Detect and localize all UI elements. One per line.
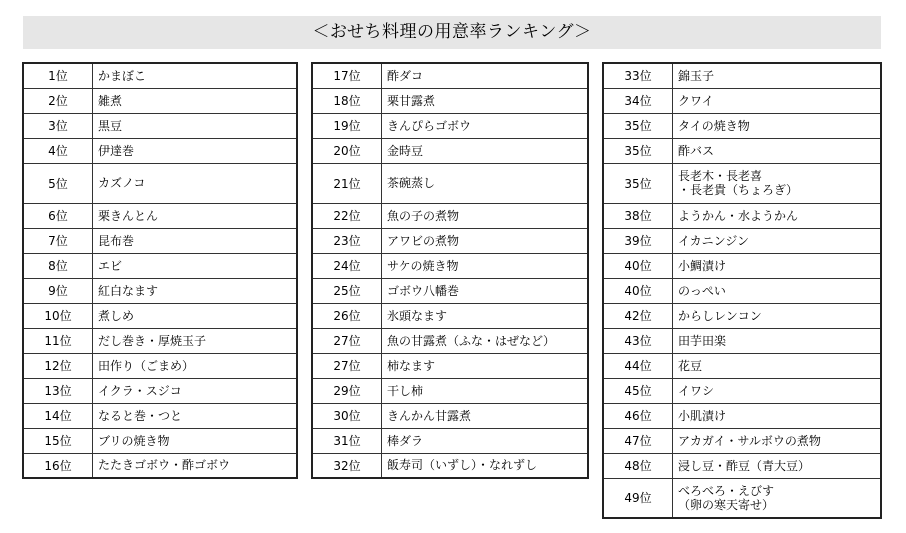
table-row bbox=[312, 453, 588, 478]
page-title: ＜おせち料理の用意率ランキング＞ bbox=[312, 22, 592, 42]
dish-line-1: べろべろ・えびす bbox=[678, 483, 775, 498]
dish-cell: イワシ bbox=[673, 378, 882, 403]
rank-cell: 22位 bbox=[312, 203, 382, 228]
dish-cell: 飯寿司（いずし）・なれずし bbox=[382, 453, 589, 478]
rank-cell: 39位 bbox=[603, 228, 673, 253]
table-row bbox=[23, 203, 297, 228]
rank-cell: 24位 bbox=[312, 253, 382, 278]
dish-cell: 栗きんとん bbox=[93, 203, 298, 228]
table-row bbox=[23, 453, 297, 478]
table-row bbox=[23, 353, 297, 378]
dish-cell: 茶碗蒸し bbox=[382, 163, 589, 203]
dish-cell: 棒ダラ bbox=[382, 428, 589, 453]
rank-cell: 15位 bbox=[23, 428, 93, 453]
table-row bbox=[312, 378, 588, 403]
dish-cell: アカガイ・サルボウの煮物 bbox=[673, 428, 882, 453]
dish-cell: 田作り（ごまめ） bbox=[93, 353, 298, 378]
rank-cell: 40位 bbox=[603, 253, 673, 278]
dish-cell: 雑煮 bbox=[93, 88, 298, 113]
table-row bbox=[312, 303, 588, 328]
rank-cell: 49位 bbox=[603, 478, 673, 518]
rank-cell: 12位 bbox=[23, 353, 93, 378]
dish-cell: 小肌漬け bbox=[673, 403, 882, 428]
table-row bbox=[312, 203, 588, 228]
rank-cell: 35位 bbox=[603, 163, 673, 203]
table-row bbox=[23, 138, 297, 163]
table-row bbox=[23, 253, 297, 278]
dish-cell: 浸し豆・酢豆（青大豆） bbox=[673, 453, 882, 478]
rank-cell: 44位 bbox=[603, 353, 673, 378]
table-row bbox=[23, 303, 297, 328]
dish-cell: たたきゴボウ・酢ゴボウ bbox=[93, 453, 298, 478]
rank-cell: 4位 bbox=[23, 138, 93, 163]
rank-cell: 38位 bbox=[603, 203, 673, 228]
dish-cell bbox=[673, 478, 882, 518]
table-row bbox=[603, 203, 881, 228]
dish-cell: 田芋田楽 bbox=[673, 328, 882, 353]
rank-cell: 33位 bbox=[603, 63, 673, 88]
table-row bbox=[312, 113, 588, 138]
table-row bbox=[603, 428, 881, 453]
table-row bbox=[603, 278, 881, 303]
dish-line-2: （卵の寒天寄せ） bbox=[678, 497, 775, 512]
dish-cell: 昆布巻 bbox=[93, 228, 298, 253]
dish-cell: アワビの煮物 bbox=[382, 228, 589, 253]
dish-cell: 魚の甘露煮（ふな・はぜなど） bbox=[382, 328, 589, 353]
rank-cell: 26位 bbox=[312, 303, 382, 328]
dish-cell: からしレンコン bbox=[673, 303, 882, 328]
dish-cell: ゴボウ八幡巻 bbox=[382, 278, 589, 303]
rank-cell: 18位 bbox=[312, 88, 382, 113]
rank-cell: 3位 bbox=[23, 113, 93, 138]
dish-cell: クワイ bbox=[673, 88, 882, 113]
table-row bbox=[312, 253, 588, 278]
rank-cell: 1位 bbox=[23, 63, 93, 88]
table-row bbox=[312, 228, 588, 253]
dish-cell: きんぴらゴボウ bbox=[382, 113, 589, 138]
table-row bbox=[23, 328, 297, 353]
rank-cell: 20位 bbox=[312, 138, 382, 163]
rank-cell: 9位 bbox=[23, 278, 93, 303]
dish-cell: 小鯛漬け bbox=[673, 253, 882, 278]
dish-cell: 紅白なます bbox=[93, 278, 298, 303]
rank-cell: 17位 bbox=[312, 63, 382, 88]
table-row bbox=[312, 353, 588, 378]
rank-cell: 35位 bbox=[603, 113, 673, 138]
dish-cell: 氷頭なます bbox=[382, 303, 589, 328]
rank-cell: 29位 bbox=[312, 378, 382, 403]
dish-cell: 干し柿 bbox=[382, 378, 589, 403]
rank-cell: 31位 bbox=[312, 428, 382, 453]
rank-cell: 16位 bbox=[23, 453, 93, 478]
table-row bbox=[312, 63, 588, 88]
table-row bbox=[603, 228, 881, 253]
dish-cell: 柿なます bbox=[382, 353, 589, 378]
rank-cell: 8位 bbox=[23, 253, 93, 278]
dish-cell: のっぺい bbox=[673, 278, 882, 303]
dish-cell: だし巻き・厚焼玉子 bbox=[93, 328, 298, 353]
dish-cell: 酢ダコ bbox=[382, 63, 589, 88]
rank-cell: 10位 bbox=[23, 303, 93, 328]
table-row bbox=[603, 328, 881, 353]
rank-cell: 30位 bbox=[312, 403, 382, 428]
rank-cell: 21位 bbox=[312, 163, 382, 203]
dish-cell: 栗甘露煮 bbox=[382, 88, 589, 113]
dish-line-1: 長老木・長老喜 bbox=[678, 169, 763, 183]
dish-cell: 伊達巻 bbox=[93, 138, 298, 163]
ranking-table-1 bbox=[22, 62, 298, 479]
rank-cell: 11位 bbox=[23, 328, 93, 353]
dish-line-2: ・長老貴（ちょろぎ） bbox=[678, 183, 799, 197]
table-row bbox=[312, 403, 588, 428]
rank-cell: 14位 bbox=[23, 403, 93, 428]
rank-cell: 45位 bbox=[603, 378, 673, 403]
table-row bbox=[603, 88, 881, 113]
rank-cell: 7位 bbox=[23, 228, 93, 253]
rank-cell: 13位 bbox=[23, 378, 93, 403]
table-row bbox=[603, 163, 881, 203]
dish-cell: ようかん・水ようかん bbox=[673, 203, 882, 228]
dish-cell: ブリの焼き物 bbox=[93, 428, 298, 453]
dish-cell: なると巻・つと bbox=[93, 403, 298, 428]
table-row bbox=[23, 378, 297, 403]
rank-cell: 19位 bbox=[312, 113, 382, 138]
table-row bbox=[312, 88, 588, 113]
dish-cell: イカニンジン bbox=[673, 228, 882, 253]
dish-cell: タイの焼き物 bbox=[673, 113, 882, 138]
table-row bbox=[312, 428, 588, 453]
dish-cell: イクラ・スジコ bbox=[93, 378, 298, 403]
rank-cell: 5位 bbox=[23, 163, 93, 203]
dish-cell: 錦玉子 bbox=[673, 63, 882, 88]
dish-cell: 黒豆 bbox=[93, 113, 298, 138]
rank-cell: 6位 bbox=[23, 203, 93, 228]
rank-cell: 42位 bbox=[603, 303, 673, 328]
dish-cell: 酢バス bbox=[673, 138, 882, 163]
rank-cell: 46位 bbox=[603, 403, 673, 428]
table-row bbox=[603, 478, 881, 518]
dish-cell: カズノコ bbox=[93, 163, 298, 203]
rank-cell: 23位 bbox=[312, 228, 382, 253]
table-row bbox=[312, 328, 588, 353]
table-row bbox=[603, 63, 881, 88]
table-row bbox=[23, 278, 297, 303]
table-row bbox=[312, 278, 588, 303]
table-row bbox=[603, 113, 881, 138]
table-row bbox=[603, 353, 881, 378]
dish-cell: 花豆 bbox=[673, 353, 882, 378]
rank-cell: 35位 bbox=[603, 138, 673, 163]
table-row bbox=[23, 228, 297, 253]
rank-cell: 27位 bbox=[312, 353, 382, 378]
title-bar bbox=[23, 16, 881, 49]
rank-cell: 32位 bbox=[312, 453, 382, 478]
dish-cell: 金時豆 bbox=[382, 138, 589, 163]
table-row bbox=[603, 403, 881, 428]
dish-cell bbox=[673, 163, 882, 203]
dish-cell: エビ bbox=[93, 253, 298, 278]
table-row bbox=[603, 253, 881, 278]
dish-cell: きんかん甘露煮 bbox=[382, 403, 589, 428]
table-row bbox=[23, 163, 297, 203]
ranking-table-2 bbox=[311, 62, 589, 479]
table-row bbox=[23, 428, 297, 453]
rank-cell: 34位 bbox=[603, 88, 673, 113]
table-row bbox=[23, 113, 297, 138]
table-row bbox=[23, 88, 297, 113]
rank-cell: 43位 bbox=[603, 328, 673, 353]
dish-cell: かまぼこ bbox=[93, 63, 298, 88]
rank-cell: 25位 bbox=[312, 278, 382, 303]
table-row bbox=[603, 378, 881, 403]
table-row bbox=[312, 138, 588, 163]
rank-cell: 47位 bbox=[603, 428, 673, 453]
table-row bbox=[603, 303, 881, 328]
rank-cell: 27位 bbox=[312, 328, 382, 353]
ranking-table-3 bbox=[602, 62, 882, 519]
rank-cell: 48位 bbox=[603, 453, 673, 478]
table-row bbox=[23, 403, 297, 428]
table-row bbox=[603, 138, 881, 163]
dish-cell: 魚の子の煮物 bbox=[382, 203, 589, 228]
dish-cell: サケの焼き物 bbox=[382, 253, 589, 278]
dish-cell: 煮しめ bbox=[93, 303, 298, 328]
table-row bbox=[603, 453, 881, 478]
rank-cell: 40位 bbox=[603, 278, 673, 303]
table-row bbox=[23, 63, 297, 88]
table-row bbox=[312, 163, 588, 203]
rank-cell: 2位 bbox=[23, 88, 93, 113]
